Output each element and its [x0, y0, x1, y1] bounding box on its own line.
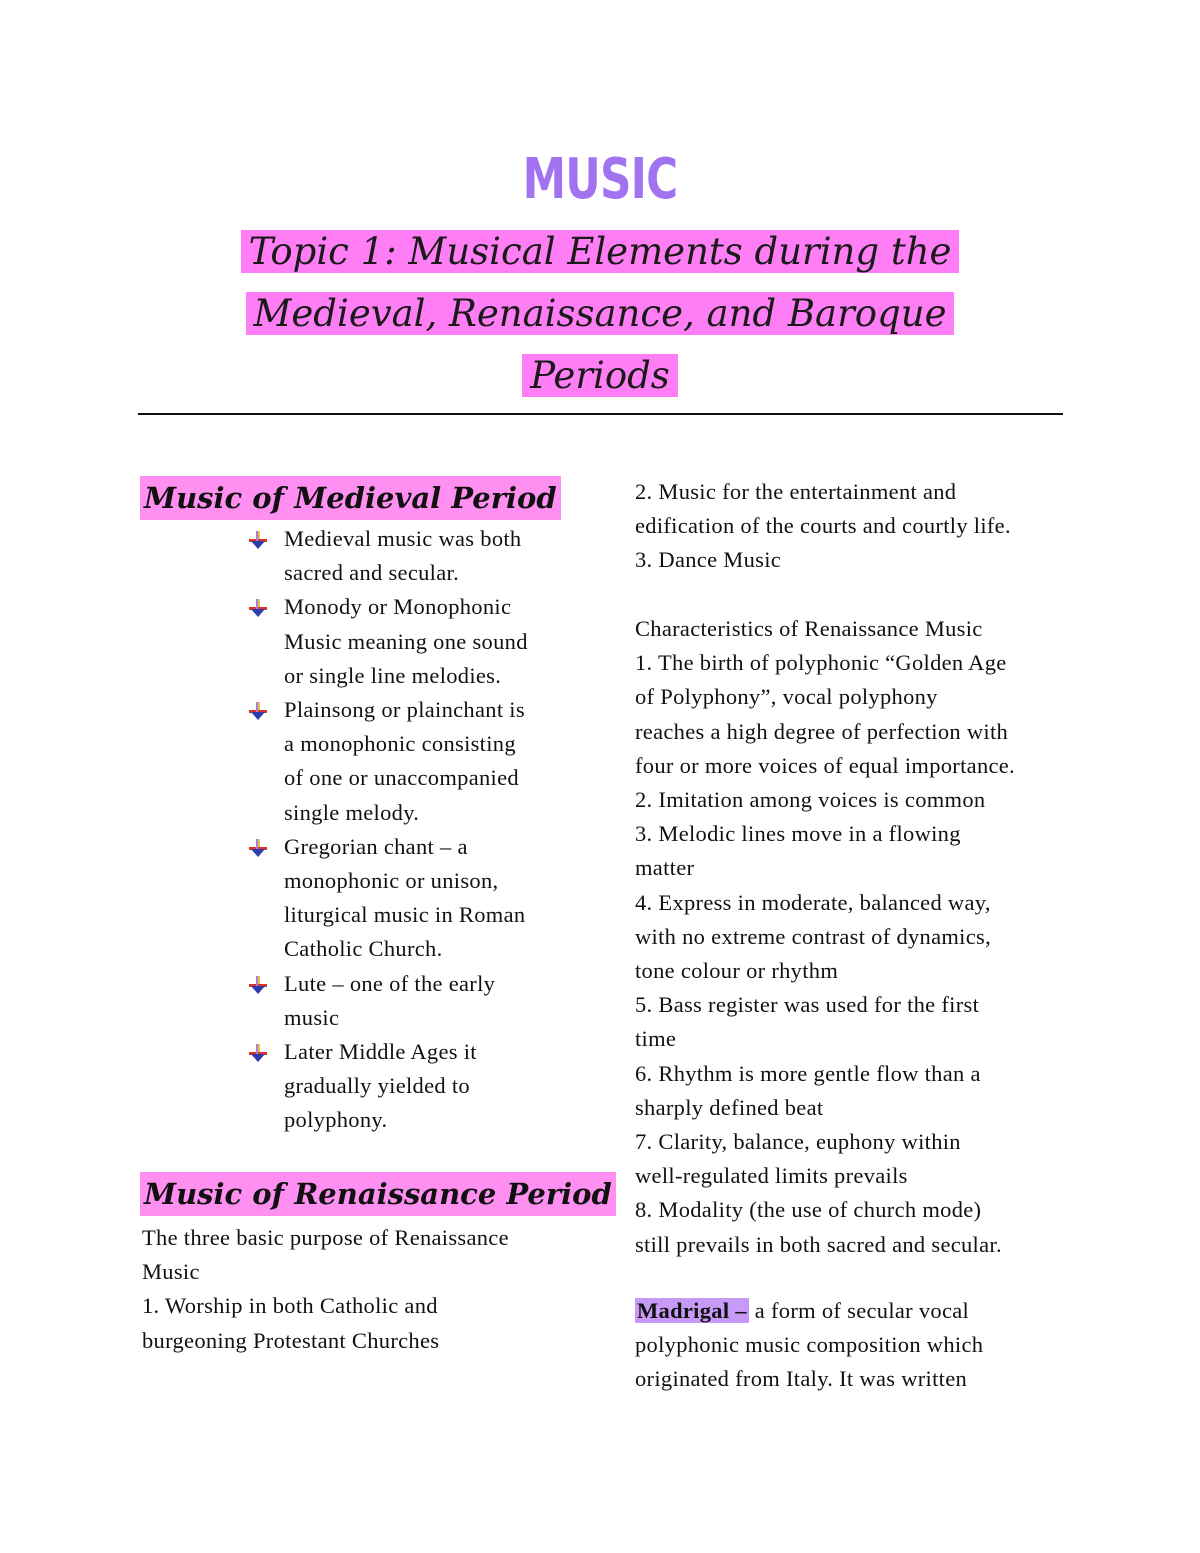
- text-line: matter: [635, 855, 695, 881]
- text-line: tone colour or rhythm: [635, 958, 839, 984]
- text-line: 2. Music for the entertainment and: [635, 479, 957, 504]
- text-line: burgeoning Protestant Churches: [142, 1327, 440, 1353]
- topic-line-1: Topic 1: Musical Elements during the: [0, 222, 1200, 282]
- text-line: 7. Clarity, balance, euphony within: [635, 1129, 961, 1155]
- down-arrow-bullet-icon: [248, 975, 268, 995]
- topic-line-3: Periods: [0, 346, 1200, 406]
- text-line: Medieval music was both: [284, 526, 522, 551]
- text-line: time: [635, 1026, 677, 1052]
- list-item: [248, 830, 578, 967]
- madrigal-term: Madrigal –: [637, 1298, 747, 1323]
- text-line: monophonic or unison,: [284, 868, 499, 894]
- list-item: [248, 1035, 578, 1138]
- madrigal-definition: [635, 1294, 983, 1397]
- text-line: 3. Dance Music: [635, 547, 782, 573]
- list-item: [248, 590, 578, 693]
- text-line: 8. Modality (the use of church mode): [635, 1197, 982, 1223]
- down-arrow-bullet-icon: [248, 838, 268, 858]
- text-line: 5. Bass register was used for the first: [635, 992, 980, 1018]
- text-line: Characteristics of Renaissance Music: [635, 616, 983, 641]
- text-line: sacred and secular.: [284, 560, 459, 586]
- text-line: Later Middle Ages it: [284, 1039, 477, 1065]
- text-line: four or more voices of equal importance.: [635, 752, 1015, 778]
- text-line: edification of the courts and courtly life.: [635, 513, 1011, 539]
- text-line: The three basic purpose of Renaissance: [142, 1225, 509, 1250]
- renaissance-intro: [142, 1221, 509, 1358]
- text-line: a monophonic consisting: [284, 731, 516, 757]
- text-line: of one or unaccompanied: [284, 765, 519, 791]
- text-line: Music: [142, 1259, 200, 1285]
- text-line: still prevails in both sacred and secular.: [635, 1231, 1002, 1257]
- text-line: 1. The birth of polyphonic “Golden Age: [635, 650, 1007, 676]
- page-title: MUSIC: [522, 147, 678, 212]
- topic-line-2: Medieval, Renaissance, and Baroque: [0, 284, 1200, 344]
- text-line: polyphony.: [284, 1107, 388, 1133]
- text-line: originated from Italy. It was written: [635, 1366, 968, 1392]
- text-line: 4. Express in moderate, balanced way,: [635, 889, 991, 915]
- list-item: [248, 522, 578, 590]
- text-line: music: [284, 1004, 340, 1030]
- medieval-heading: Music of Medieval Period: [140, 476, 561, 520]
- horizontal-rule: [138, 413, 1063, 415]
- text-line: polyphonic music composition which: [635, 1332, 984, 1358]
- text-line: 3. Melodic lines move in a flowing: [635, 821, 961, 847]
- list-item: [248, 967, 578, 1035]
- text-line: 1. Worship in both Catholic and: [142, 1293, 438, 1319]
- text-line: sharply defined beat: [635, 1094, 824, 1120]
- renaissance-heading: Music of Renaissance Period: [140, 1172, 616, 1216]
- text-line: well-regulated limits prevails: [635, 1163, 908, 1189]
- text-line: of Polyphony”, vocal polyphony: [635, 684, 938, 710]
- down-arrow-bullet-icon: [248, 701, 268, 721]
- text-line: Monody or Monophonic: [284, 594, 512, 620]
- text-line: Plainsong or plainchant is: [284, 697, 525, 723]
- text-line: Music meaning one sound: [284, 628, 528, 654]
- text-line: reaches a high degree of perfection with: [635, 718, 1009, 744]
- medieval-bullet-list: [248, 522, 578, 1138]
- list-item: [248, 693, 578, 830]
- text-line: gradually yielded to: [284, 1073, 470, 1099]
- text-line: with no extreme contrast of dynamics,: [635, 923, 992, 949]
- renaissance-characteristics: [635, 612, 1015, 1262]
- text-line: Catholic Church.: [284, 936, 443, 962]
- text-line: Gregorian chant – a: [284, 833, 468, 859]
- text-line: single melody.: [284, 799, 420, 825]
- down-arrow-bullet-icon: [248, 1043, 268, 1063]
- renaissance-purposes-continued: [635, 475, 1011, 578]
- text-line: Madrigal – a form of secular vocal: [637, 1298, 970, 1323]
- text-line: liturgical music in Roman: [284, 902, 526, 928]
- text-line: 2. Imitation among voices is common: [635, 787, 986, 813]
- text-line: Lute – one of the early: [284, 970, 496, 996]
- text-line: or single line melodies.: [284, 662, 502, 688]
- text-line: 6. Rhythm is more gentle flow than a: [635, 1060, 981, 1086]
- down-arrow-bullet-icon: [248, 530, 268, 550]
- down-arrow-bullet-icon: [248, 598, 268, 618]
